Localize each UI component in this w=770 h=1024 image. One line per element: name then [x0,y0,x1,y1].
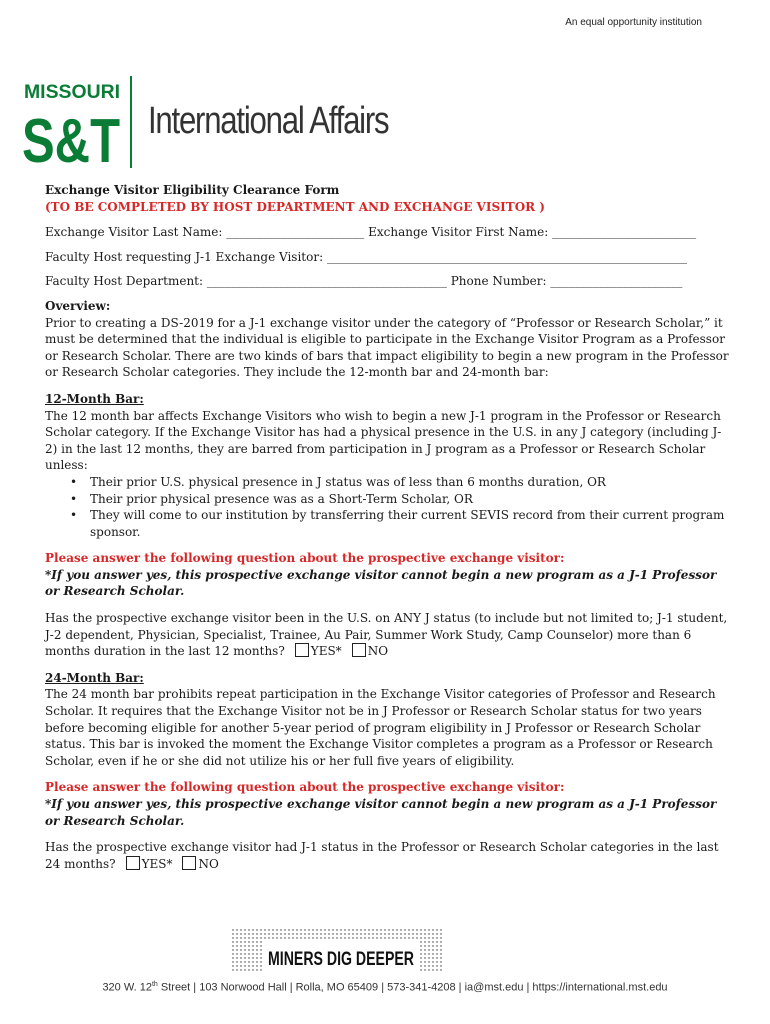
bar12-no-label: NO [367,644,389,659]
bar24-yes-checkbox[interactable] [126,856,140,870]
bar12-yes-label: YES* [310,644,342,659]
bar24-prompt: Please answer the following question about the prospective exchange visitor: [45,780,565,795]
bar24-text: The 24 month bar prohibits repeat participation in the Exchange Visitor categories of Professor and Research Scholar. It requires that the Exchange Visitor not be in J Professor or Research Scholar status for two years before becoming eligible for another 5-year period of program eligibility in J Professor or Research Scholar status. This bar is invoked the moment the Exchange Visitor completes a program as a Professor or Research Scholar, even if he or she did not utilize his or her full five years of eligibility. [45,687,716,768]
department-field[interactable]: Faculty Host Department: ________________________________________ [45,274,447,289]
logo-divider [130,76,132,168]
footer-address [0,981,770,994]
logo-text-main: S&T [22,107,121,176]
missouri-st-logo [22,76,142,176]
dot-pattern-right [418,941,442,973]
logo-text-top: MISSOURI [24,82,120,103]
bar12-prompt: Please answer the following question about the prospective exchange visitor: [45,551,565,566]
tagline: An equal opportunity institution [565,17,702,28]
footer-address-sup: th [151,981,158,988]
bar24-no-checkbox[interactable] [182,856,196,870]
footer-slogan: MINERS DIG DEEPER [268,949,415,970]
dot-pattern-top [232,929,442,941]
form-subtitle: (TO BE COMPLETED BY HOST DEPARTMENT AND EXCHANGE VISITOR ) [45,199,545,214]
bar12-question-text: Has the prospective exchange visitor been in the U.S. on ANY J status (to include but not limited to; J-1 student, J-2 dependent, Physician, Specialist, Trainee, Au Pair, Summer Work Study, Camp Counselor) more than 6 months duration in the last 12 months? [45,611,728,659]
first-name-field[interactable]: Exchange Visitor First Name: ________________________ [368,225,697,240]
bar12-heading: 12-Month Bar: [45,391,144,406]
list-item: • Their prior U.S. physical presence in J status was of less than 6 months duration, OR [90,474,731,491]
bar12-yes-checkbox[interactable] [295,643,309,657]
faculty-host-field[interactable]: Faculty Host requesting J-1 Exchange Visitor: ____________________________________________________________ [45,249,687,264]
name-fields [45,224,731,241]
miners-dig-deeper-logo [232,929,442,973]
list-item: • Their prior physical presence was as a Short-Term Scholar, OR [90,491,731,508]
last-name-field[interactable]: Exchange Visitor Last Name: _______________________ [45,225,365,240]
bar12-text: The 12 month bar affects Exchange Visitors who wish to begin a new J-1 program in the Professor or Research Scholar category. If the Exchange Visitor has had a physical presence in the U.S. in any J category (including J-2) in the last 12 months, they are barred from participation in J program as a Professor or Research Scholar unless: [45,408,722,473]
bar24-yes-label: YES* [141,856,173,871]
footer-address-post: Street | 103 Norwood Hall | Rolla, MO 65409 | 573-341-4208 | ia@mst.edu | https://international.mst.edu [157,981,668,994]
bar12-note: *If you answer yes, this prospective exchange visitor cannot begin a new program as a J-1 Professor or Research Scholar. [45,567,717,599]
bar24-no-label: NO [198,856,219,871]
overview-heading: Overview: [45,298,111,313]
bar24-question-text: Has the prospective exchange visitor had J-1 status in the Professor or Research Scholar categories in the last 24 months? [45,840,719,871]
bar24-question [45,839,731,872]
bar24-note: *If you answer yes, this prospective exchange visitor cannot begin a new program as a J-1 Professor or Research Scholar. [45,797,717,828]
org-name: International Affairs [148,100,389,142]
bar24-heading: 24-Month Bar: [45,670,144,685]
footer-address-pre: 320 W. 12 [102,981,152,994]
form-content [45,182,731,872]
form-title: Exchange Visitor Eligibility Clearance Form [45,183,340,197]
bar12-no-checkbox[interactable] [352,643,366,657]
department-phone-fields [45,273,731,290]
overview-text: Prior to creating a DS-2019 for a J-1 exchange visitor under the category of “Professor or Research Scholar,” it must be determined that the individual is eligible to participate in the Exchange Visitor Program as a Professor or Research Scholar. There are two kinds of bars that impact eligibility to begin a new program in the Professor or Research Scholar categories. They include the 12-month bar and 24-month bar: [45,315,729,380]
list-item: • They will come to our institution by transferring their current SEVIS record from their current program sponsor. [90,507,731,540]
bar12-bullets [45,474,731,540]
dot-pattern-left [232,941,262,973]
phone-field[interactable]: Phone Number: ______________________ [450,274,683,289]
bar12-question [45,610,731,660]
